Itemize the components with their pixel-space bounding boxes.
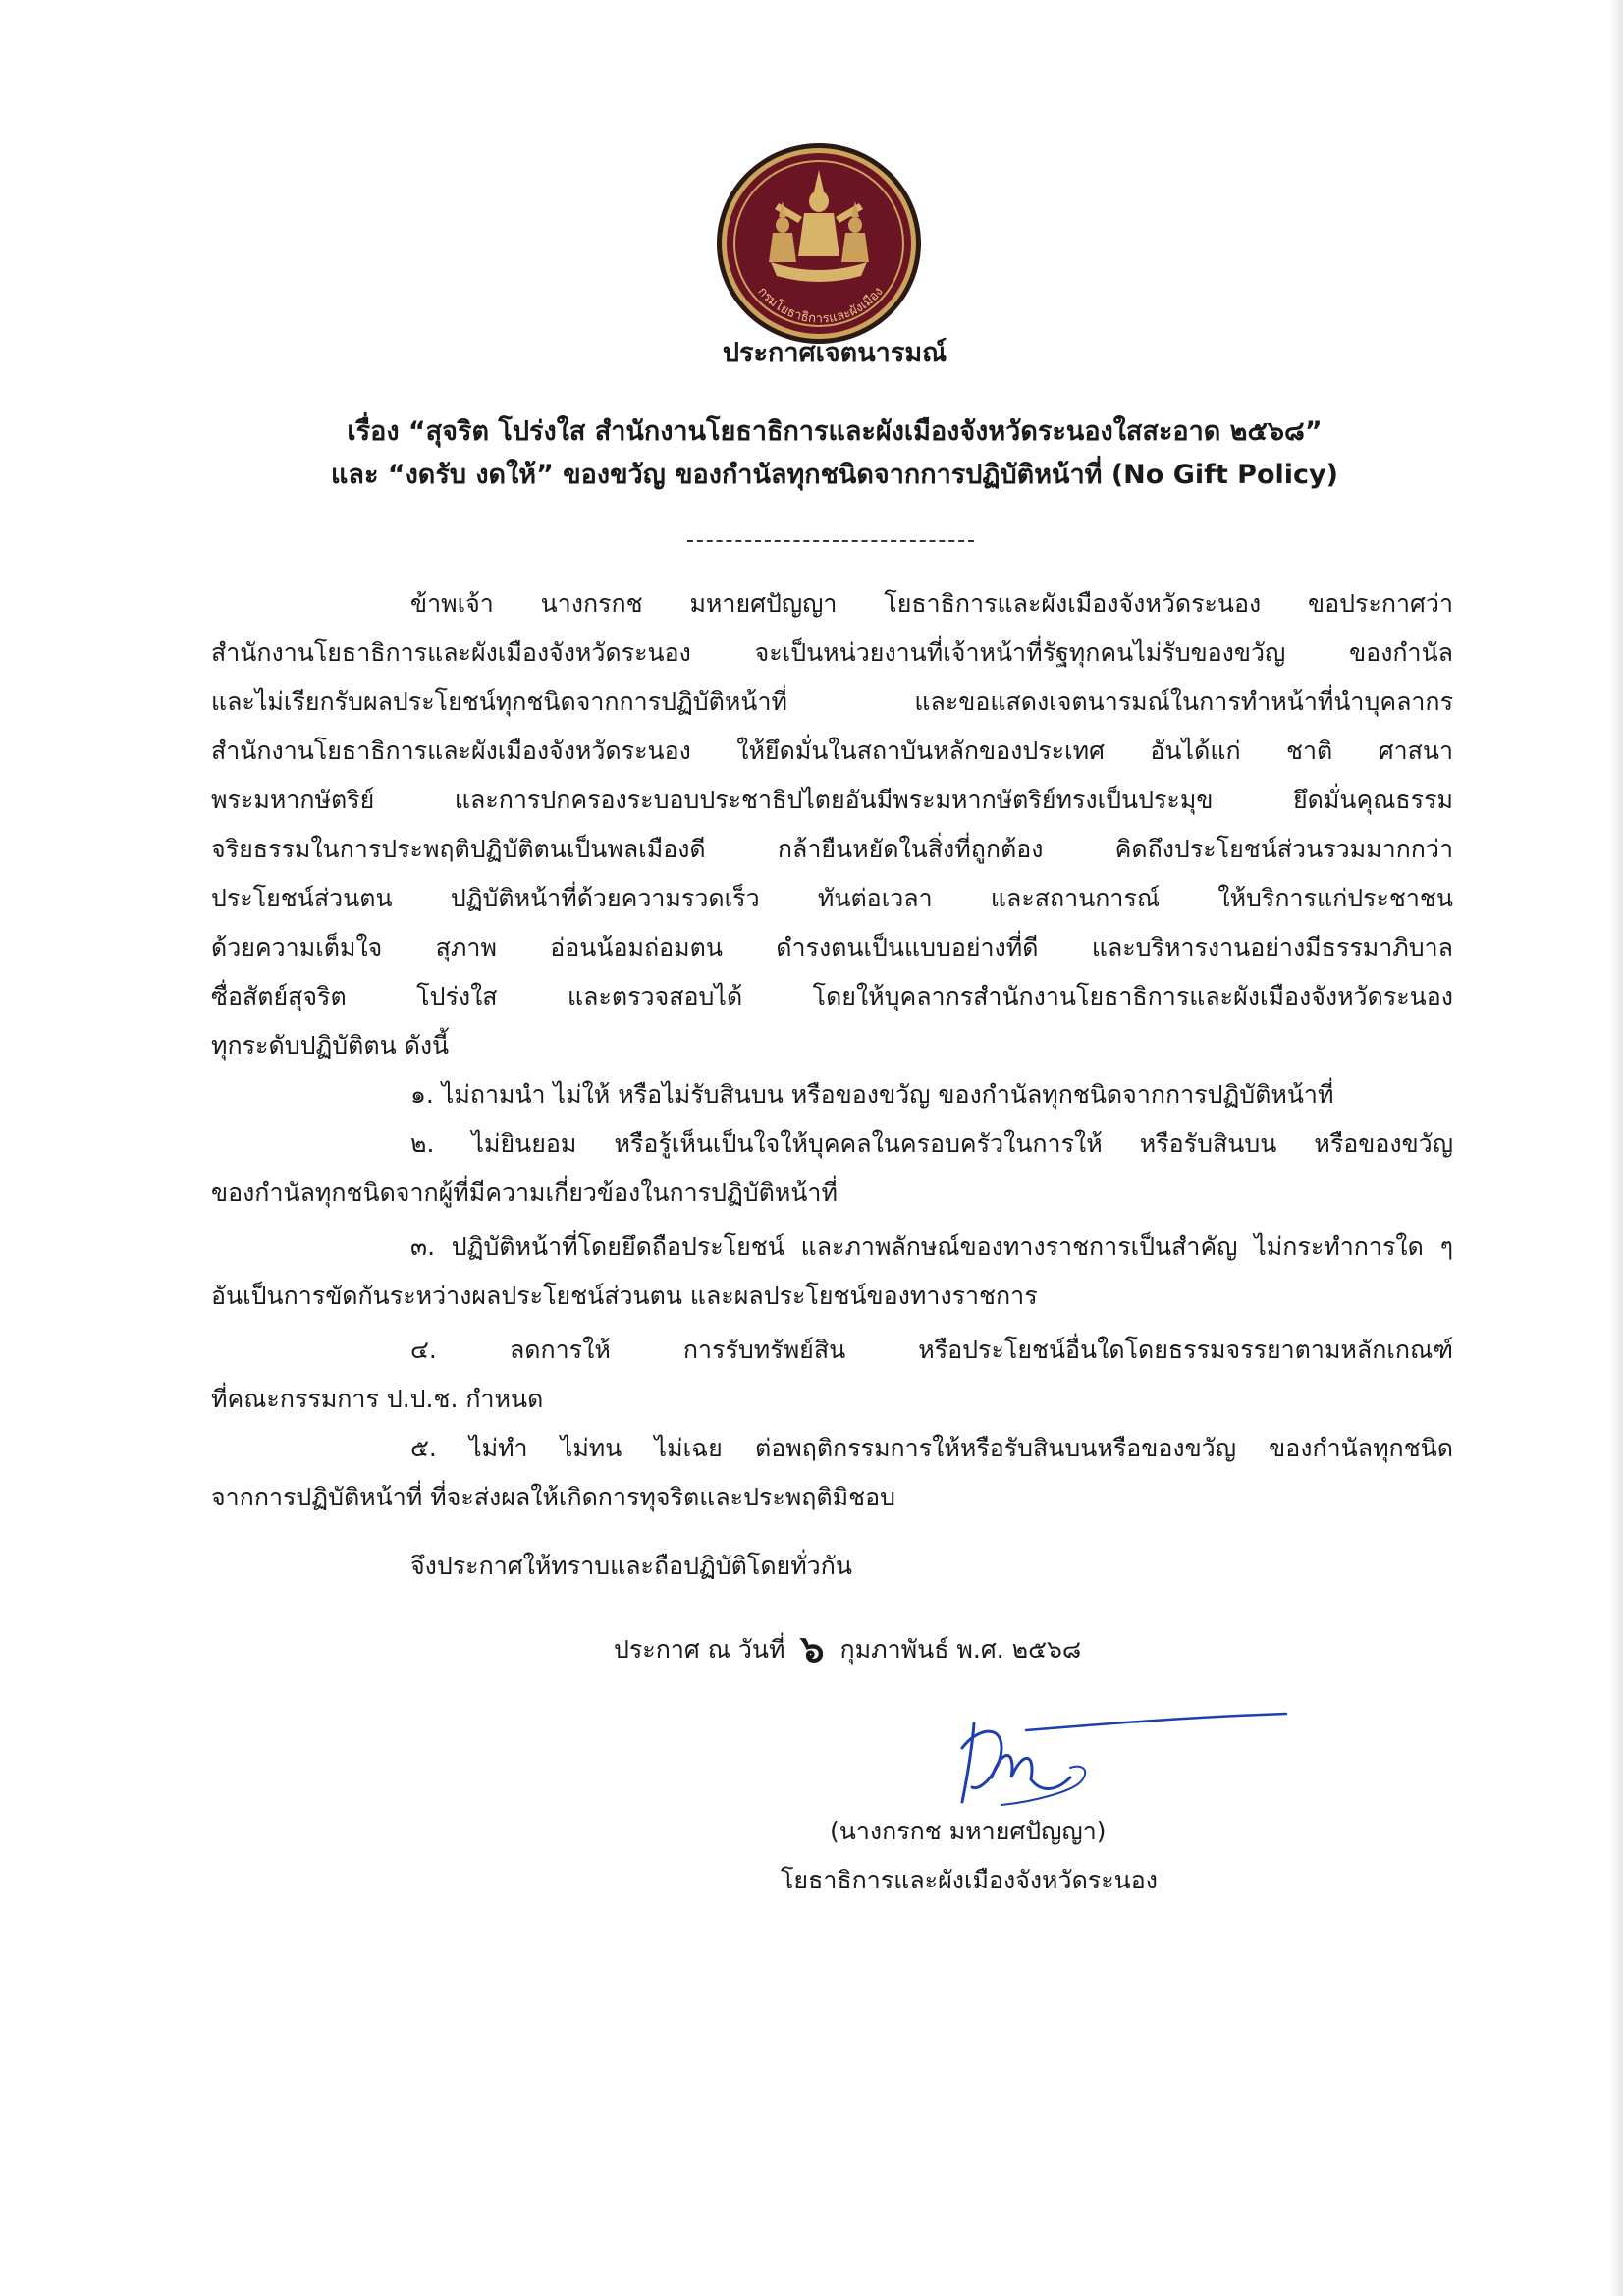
policy-item-2: ๒. ไม่ยินยอม หรือรู้เห็นเป็นใจให้บุคคลในครอบครัวในการให้ หรือรับสินบน หรือของขวัญ bbox=[410, 1129, 1453, 1158]
policy-item-3: ๓. ปฏิบัติหน้าที่โดยยึดถือประโยชน์ และภาพลักษณ์ของทางราชการเป็นสำคัญ ไม่กระทำการใด ๆ bbox=[410, 1232, 1453, 1261]
announcement-subject-line-2: และ “งดรับ งดให้” ของขวัญ ของกำนัลทุกชนิดจากการปฏิบัติหน้าที่ (No Gift Policy) bbox=[331, 460, 1338, 490]
date-prefix: ประกาศ ณ วันที่ bbox=[614, 1635, 785, 1664]
policy-item-5: ๕. ไม่ทำ ไม่ทน ไม่เฉย ต่อพฤติกรรมการให้หรือรับสินบนหรือของขวัญ ของกำนัลทุกชนิด bbox=[410, 1434, 1453, 1462]
announcement-title: ประกาศเจตนารมณ์ bbox=[722, 338, 947, 368]
policy-item-2-continued: ของกำนัลทุกชนิดจากผู้ที่มีความเกี่ยวข้องในการปฏิบัติหน้าที่ bbox=[211, 1178, 838, 1207]
page-edge bbox=[1609, 0, 1623, 2296]
intro-line: ทุกระดับปฏิบัติตน ดังนี้ bbox=[211, 1031, 450, 1060]
intro-line: และไม่เรียกรับผลประโยชน์ทุกชนิดจากการปฏิบัติหน้าที่ และขอแสดงเจตนารมณ์ในการทำหน้าที่นำบุคลากร bbox=[211, 687, 1453, 716]
policy-item-4: ๔. ลดการให้ การรับทรัพย์สิน หรือประโยชน์อื่นใดโดยธรรมจรรยาตามหลักเกณฑ์ bbox=[410, 1336, 1453, 1364]
date-day: ๖ bbox=[800, 1627, 825, 1670]
announcement-date bbox=[614, 1625, 1081, 1668]
announcement-subject: เรื่อง “สุจริต โปร่งใส สำนักงานโยธาธิการและผังเมืองจังหวัดระนองใสสะอาด ๒๕๖๘” bbox=[347, 416, 1323, 447]
seal-text: กรมโยธาธิการและผังเมือง bbox=[754, 284, 887, 327]
policy-item-1: ๑. ไม่ถามนำ ไม่ให้ หรือไม่รับสินบน หรือของขวัญ ของกำนัลทุกชนิดจากการปฏิบัติหน้าที่ bbox=[410, 1080, 1334, 1109]
intro-line: ซื่อสัตย์สุจริต โปร่งใส และตรวจสอบได้ โดยให้บุคลากรสำนักงานโยธาธิการและผังเมืองจังหวัดระนอง bbox=[211, 982, 1453, 1011]
intro-line: ข้าพเจ้า นางกรกช มหายศปัญญา โยธาธิการและผังเมืองจังหวัดระนอง ขอประกาศว่า bbox=[410, 589, 1453, 618]
department-seal-icon bbox=[714, 140, 925, 347]
date-month-year: กุมภาพันธ์ พ.ศ. ๒๕๖๘ bbox=[839, 1635, 1082, 1664]
intro-line: พระมหากษัตริย์ และการปกครองระบอบประชาธิปไตยอันมีพระมหากษัตริย์ทรงเป็นประมุข ยึดมั่นคุณธรรม bbox=[211, 786, 1453, 814]
intro-line: ด้วยความเต็มใจ สุภาพ อ่อนน้อมถ่อมตน ดำรงตนเป็นแบบอย่างที่ดี และบริหารงานอย่างมีธรรมาภิบาล bbox=[211, 933, 1453, 961]
intro-line: ประโยชน์ส่วนตน ปฏิบัติหน้าที่ด้วยความรวดเร็ว ทันต่อเวลา และสถานการณ์ ให้บริการแก่ประชาชน bbox=[211, 884, 1453, 912]
closing-statement: จึงประกาศให้ทราบและถือปฏิบัติโดยทั่วกัน bbox=[410, 1552, 852, 1580]
signatory-name: (นางกรกช มหายศปัญญา) bbox=[830, 1817, 1107, 1845]
handwritten-signature-icon bbox=[933, 1709, 1296, 1827]
intro-line: สำนักงานโยธาธิการและผังเมืองจังหวัดระนอง จะเป็นหน่วยงานที่เจ้าหน้าที่รัฐทุกคนไม่รับของขวัญ ของกำนัล bbox=[211, 638, 1453, 667]
intro-line: จริยธรรมในการประพฤติปฏิบัติตนเป็นพลเมืองดี กล้ายืนหยัดในสิ่งที่ถูกต้อง คิดถึงประโยชน์ส่วนรวมมากกว่า bbox=[211, 835, 1453, 863]
separator-rule bbox=[687, 540, 974, 542]
signatory-position: โยธาธิการและผังเมืองจังหวัดระนอง bbox=[781, 1866, 1158, 1894]
policy-item-4-continued: ที่คณะกรรมการ ป.ป.ช. กำหนด bbox=[211, 1385, 544, 1413]
policy-item-5-continued: จากการปฏิบัติหน้าที่ ที่จะส่งผลให้เกิดการทุจริตและประพฤติมิชอบ bbox=[211, 1483, 895, 1511]
policy-item-3-continued: อันเป็นการขัดกันระหว่างผลประโยชน์ส่วนตน และผลประโยชน์ของทางราชการ bbox=[211, 1282, 1038, 1310]
intro-line: สำนักงานโยธาธิการและผังเมืองจังหวัดระนอง ให้ยึดมั่นในสถาบันหลักของประเทศ อันได้แก่ ชาติ ศาสนา bbox=[211, 737, 1453, 765]
